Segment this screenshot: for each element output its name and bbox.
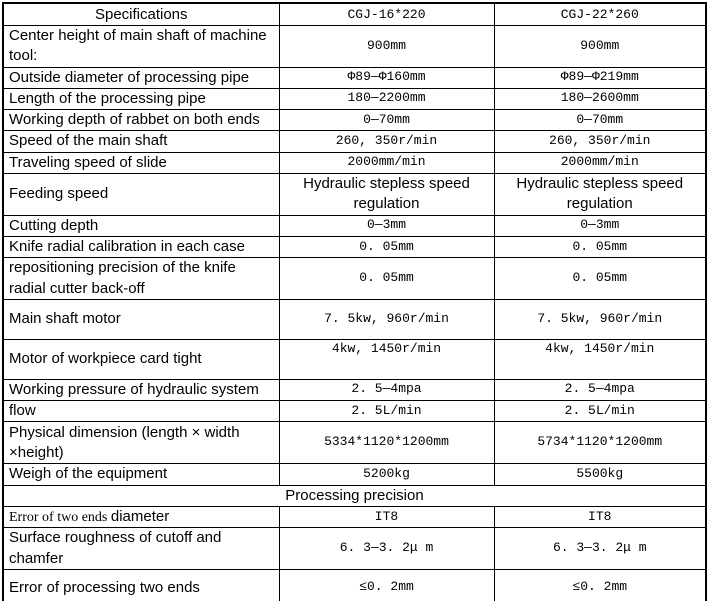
spec-row <box>3 258 706 300</box>
spec-label-cell: Main shaft motor <box>3 299 279 339</box>
spec-label-cell: repositioning precision of the knife radial cutter back-off <box>3 258 279 300</box>
spec-value-cell: 2000mm/min <box>279 152 494 173</box>
spec-value-cell: ≤0. 2mm <box>279 569 494 601</box>
spec-label-cell: Feeding speed <box>3 173 279 215</box>
spec-value-cell: 0—3mm <box>494 215 706 236</box>
spec-row <box>3 173 706 215</box>
section-row <box>3 485 706 506</box>
spec-value-cell: 2. 5—4mpa <box>279 379 494 400</box>
spec-row <box>3 67 706 88</box>
spec-label-cell: Cutting depth <box>3 215 279 236</box>
spec-value-cell: 6. 3—3. 2μ m <box>494 528 706 570</box>
spec-value-cell: 2. 5L/min <box>494 401 706 422</box>
spec-row <box>3 110 706 131</box>
spec-value-cell: 180—2200mm <box>279 88 494 109</box>
spec-value-cell: 0. 05mm <box>279 258 494 300</box>
spec-value-cell: 900mm <box>279 25 494 67</box>
spec-value-cell: 5500kg <box>494 464 706 485</box>
spec-label-cell: Length of the processing pipe <box>3 88 279 109</box>
spec-label-cell: Traveling speed of slide <box>3 152 279 173</box>
spec-value-cell: 0. 05mm <box>279 237 494 258</box>
table-header-row <box>3 3 706 25</box>
spec-row <box>3 506 706 528</box>
spec-row <box>3 25 706 67</box>
spec-row <box>3 401 706 422</box>
spec-value-cell: 2. 5L/min <box>279 401 494 422</box>
spec-value-cell: 2. 5—4mpa <box>494 379 706 400</box>
spec-value-cell: 5734*1120*1200mm <box>494 422 706 464</box>
spec-label-cell: Outside diameter of processing pipe <box>3 67 279 88</box>
section-header: Processing precision <box>3 485 706 506</box>
spec-value-cell: 0—3mm <box>279 215 494 236</box>
spec-row <box>3 422 706 464</box>
spec-value-cell: 260, 350r/min <box>494 131 706 152</box>
spec-label-cell: Physical dimension (length × width ×height) <box>3 422 279 464</box>
spec-label-cell: flow <box>3 401 279 422</box>
spec-row <box>3 569 706 601</box>
spec-label-serif-part: Error of two ends <box>9 509 111 525</box>
spec-value-cell: 7. 5kw, 960r/min <box>494 299 706 339</box>
specifications-table <box>2 2 707 601</box>
spec-value-cell: 7. 5kw, 960r/min <box>279 299 494 339</box>
spec-value-cell: 900mm <box>494 25 706 67</box>
column-header-specifications: Specifications <box>3 3 279 25</box>
spec-value-cell: Φ89—Φ219mm <box>494 67 706 88</box>
spec-row <box>3 379 706 400</box>
spec-value-cell: Hydraulic stepless speed regulation <box>494 173 706 215</box>
spec-value-cell: 0—70mm <box>494 110 706 131</box>
spec-label-cell: Working depth of rabbet on both ends <box>3 110 279 131</box>
spec-value-cell: 6. 3—3. 2μ m <box>279 528 494 570</box>
spec-label-cell: Speed of the main shaft <box>3 131 279 152</box>
spec-label-cell: Working pressure of hydraulic system <box>3 379 279 400</box>
spec-value-cell: IT8 <box>279 506 494 528</box>
column-header-model-cgj-16-220: CGJ-16*220 <box>279 3 494 25</box>
spec-label-cell: Knife radial calibration in each case <box>3 237 279 258</box>
spec-value-cell: 2000mm/min <box>494 152 706 173</box>
spec-row <box>3 131 706 152</box>
spec-value-cell: Φ89—Φ160mm <box>279 67 494 88</box>
spec-value-cell: 0. 05mm <box>494 258 706 300</box>
spec-value-cell: 4kw, 1450r/min <box>494 339 706 379</box>
spec-row <box>3 299 706 339</box>
spec-row <box>3 152 706 173</box>
spec-value-cell: 5334*1120*1200mm <box>279 422 494 464</box>
spec-label-part: diameter <box>110 507 170 525</box>
spec-label-cell <box>3 506 279 528</box>
spec-value-cell: IT8 <box>494 506 706 528</box>
spec-label-cell: Weigh of the equipment <box>3 464 279 485</box>
spec-row <box>3 237 706 258</box>
spec-value-cell: ≤0. 2mm <box>494 569 706 601</box>
spec-row <box>3 528 706 570</box>
spec-row <box>3 215 706 236</box>
spec-value-cell: 4kw, 1450r/min <box>279 339 494 379</box>
spec-value-cell: 260, 350r/min <box>279 131 494 152</box>
spec-value-cell: 0. 05mm <box>494 237 706 258</box>
spec-value-cell: Hydraulic stepless speed regulation <box>279 173 494 215</box>
spec-label-cell: Surface roughness of cutoff and chamfer <box>3 528 279 570</box>
spec-row <box>3 464 706 485</box>
spec-value-cell: 180—2600mm <box>494 88 706 109</box>
spec-row <box>3 88 706 109</box>
column-header-model-cgj-22-260: CGJ-22*260 <box>494 3 706 25</box>
spec-label-cell: Motor of workpiece card tight <box>3 339 279 379</box>
spec-row <box>3 339 706 379</box>
spec-value-cell: 5200kg <box>279 464 494 485</box>
spec-value-cell: 0—70mm <box>279 110 494 131</box>
spec-label-cell: Error of processing two ends <box>3 569 279 601</box>
spec-label-cell: Center height of main shaft of machine tool: <box>3 25 279 67</box>
